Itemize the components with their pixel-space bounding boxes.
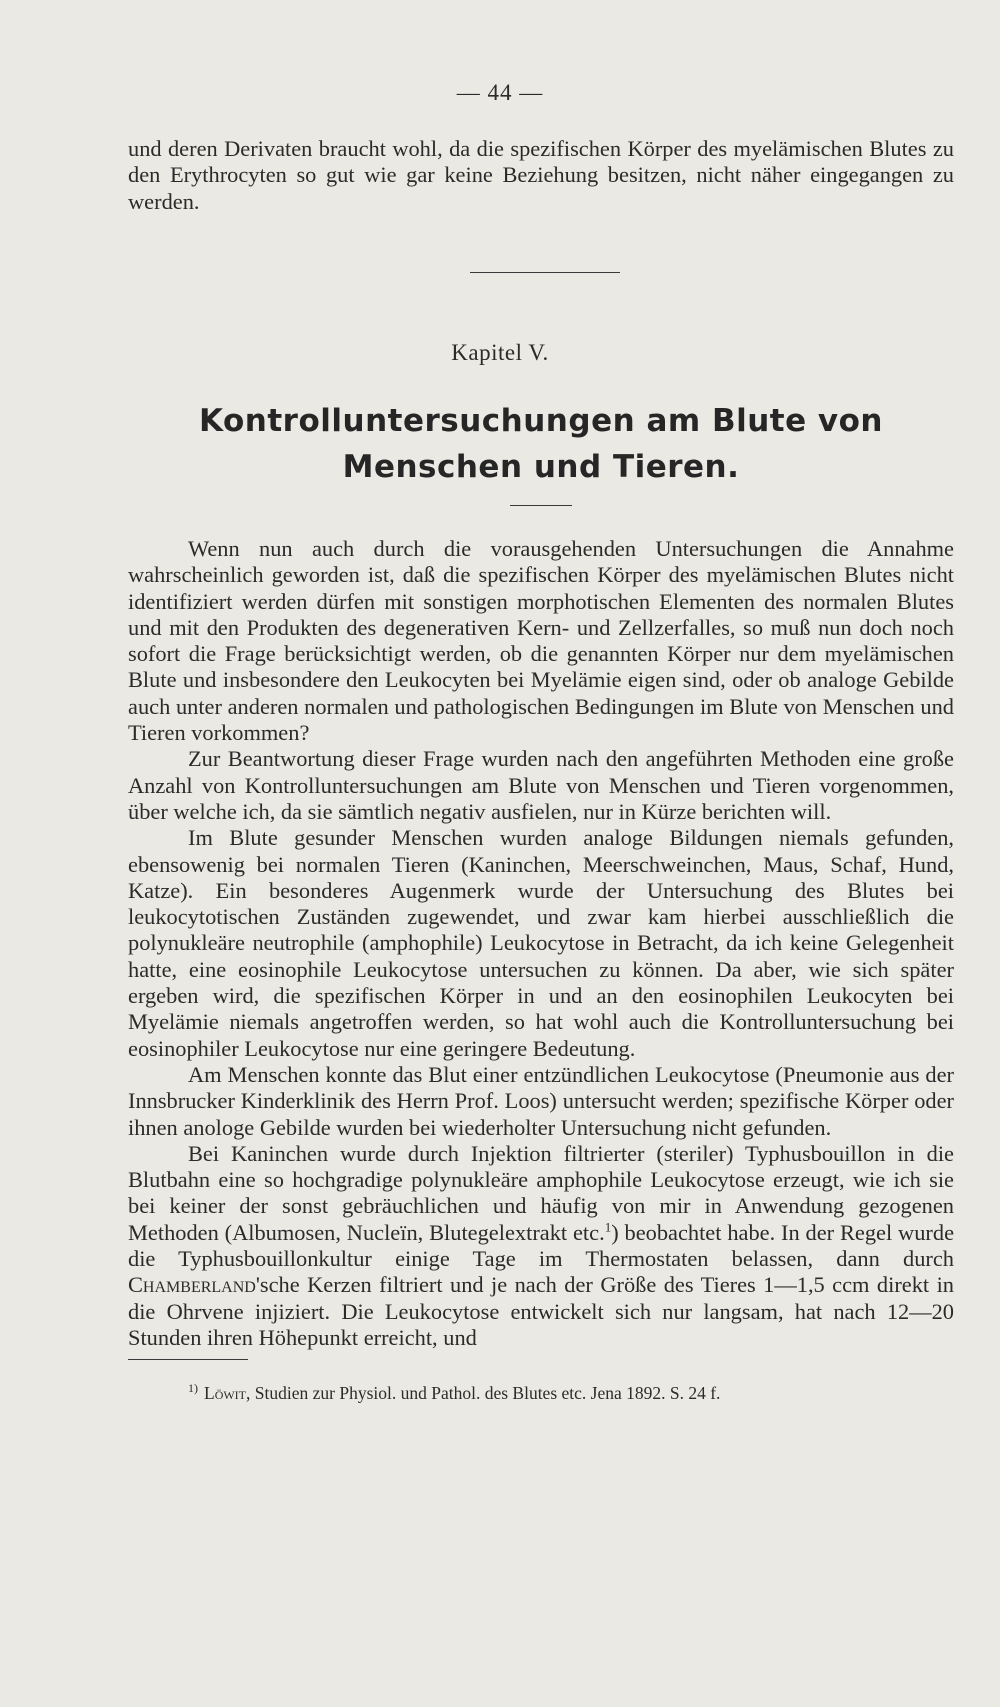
paragraph-text: 'sche Kerzen filtriert und je nach der Größe des Tieres 1—1,5 ccm direkt in die Ohrvene injiziert. Die Leukocytose entwickelt sich nur langsam, hat nach 12—20 Stunden ihren Höhepunkt erreicht, und: [128, 1272, 954, 1350]
title-divider: [510, 505, 572, 506]
footnote-text: , Studien zur Physiol. und Pathol. des Blutes etc. Jena 1892. S. 24 f.: [246, 1382, 721, 1403]
paragraph: Im Blute gesunder Menschen wurden analoge Bildungen niemals gefunden, ebensowenig bei normalen Tieren (Kaninchen, Meerschweinchen, Maus, Schaf, Hund, Katze). Ein besonderes Augenmerk wurde der Untersuchung des Blutes bei leukocytotischen Zuständen zugewendet, und zwar kam hierbei ausschließlich die polynukleäre neutrophile (amphophile) Leukocytose in Betracht, da ich keine Gelegenheit hatte, eine eosinophile Leukocytose untersuchen zu können. Da aber, wie sich später ergeben wird, die spezifischen Körper in und an den eosinophilen Leukocyten bei Myelämie niemals angetroffen werden, so hat wohl auch die Kontrolluntersuchung bei eosinophiler Leukocytose nur eine geringere Bedeutung.: [128, 825, 954, 1061]
intro-text: [128, 136, 954, 215]
intro-paragraph: und deren Derivaten braucht wohl, da die spezifischen Körper des myelämischen Blutes zu den Erythrocyten so gut wie gar keine Beziehung besitzen, nicht näher eingegangen zu werden.: [128, 136, 954, 214]
paragraph: Am Menschen konnte das Blut einer entzündlichen Leukocytose (Pneumonie aus der Innsbrucker Kinderklinik des Herrn Prof. Loos) untersucht werden; spezifische Körper oder ihnen anologe Gebilde wurden bei wiederholter Untersuchung nicht gefunden.: [128, 1061, 954, 1140]
author-name: Chamberland: [128, 1272, 256, 1298]
chapter-title: Kontrolluntersuchungen am Blute von Menschen und Tieren.: [199, 403, 883, 485]
footnote-marker: 1): [188, 1381, 198, 1395]
footnote-author: Löwit: [204, 1382, 247, 1403]
paragraph-text: ) beobachtet habe. In der Regel wurde die Typhusbouillonkultur einige Tage im Thermostaten belassen, dann durch: [128, 1219, 955, 1272]
footnote: [188, 1377, 948, 1404]
body-text: [128, 536, 954, 1351]
paragraph: Wenn nun auch durch die vorausgehenden Untersuchungen die Annahme wahrscheinlich geworden ist, daß die spezifischen Körper des myelämischen Blutes nicht identifiziert werden dürfen mit sonstigen morphotischen Elementen des normalen Blutes und mit den Produkten des degenerativen Kern- und Zellzerfalles, so muß nun doch noch sofort die Frage berücksichtigt werden, ob die genannten Körper nur dem myelämischen Blute und insbesondere den Leukocyten bei Myelämie eigen sind, oder ob analoge Gebilde auch unter anderen normalen und pathologischen Bedingungen im Blute von Menschen und Tieren vorkommen?: [128, 536, 954, 746]
chapter-label: Kapitel V.: [451, 340, 549, 365]
footnote-reference: 1: [604, 1219, 612, 1235]
paragraph: Zur Beantwortung dieser Frage wurden nach den angeführten Methoden eine große Anzahl von Kontrolluntersuchungen am Blute von Menschen und Tieren vorgenommen, über welche ich, da sie sämtlich negativ ausfielen, nur in Kürze berichten will.: [128, 746, 954, 824]
page-number: — 44 —: [456, 80, 544, 105]
section-divider: [470, 272, 620, 273]
footnote-divider: [128, 1359, 248, 1360]
paragraph-with-footnote: [128, 1141, 954, 1351]
paragraph-text: Bei Kaninchen wurde durch Injektion filtrierter (steriler) Typhusbouillon in die Blutbahn eine so hochgradige polynukleäre amphophile Leukocytose erzeugt, wie ich sie bei keiner der sonst gebräuchlichen und häufig von mir in Anwendung gezogenen Methoden (Albumosen, Nucleïn, Blutegelextrakt etc.: [128, 1140, 954, 1245]
